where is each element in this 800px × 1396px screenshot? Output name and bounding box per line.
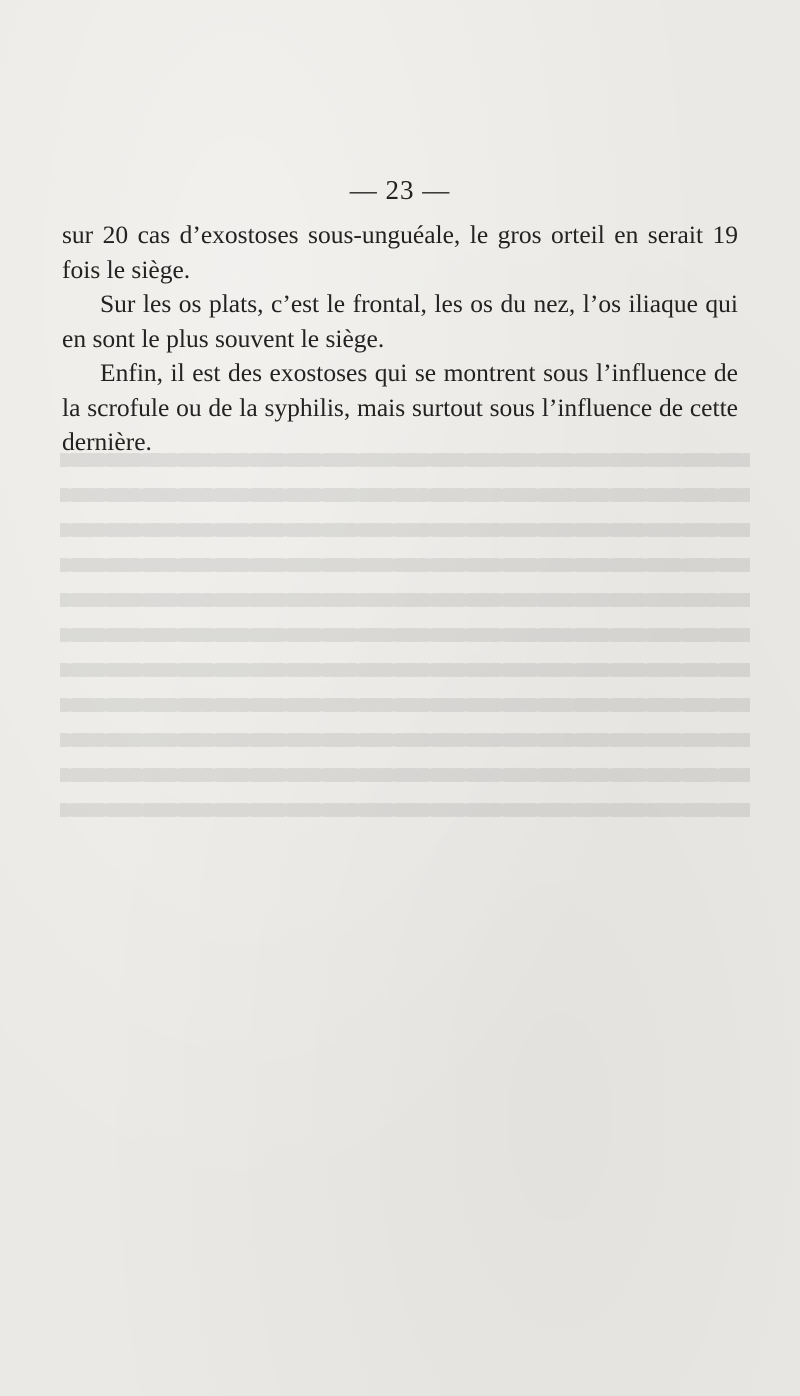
show-through-texture [60, 440, 750, 840]
show-through-lines [60, 440, 750, 840]
paragraph-2: Sur les os plats, c’est le frontal, les os du nez, l’os iliaque qui en sont le plus souvent le siège. [62, 289, 738, 353]
body-text [62, 218, 738, 460]
paragraph-1: sur 20 cas d’exostoses sous-unguéale, le gros orteil en serait 19 fois le siège. [62, 220, 738, 284]
page-number: — 23 — [349, 175, 451, 205]
paragraph-3: Enfin, il est des exostoses qui se montrent sous l’influence de la scrofule ou de la syphilis, mais surtout sous l’influence de cette dernière. [62, 358, 738, 456]
